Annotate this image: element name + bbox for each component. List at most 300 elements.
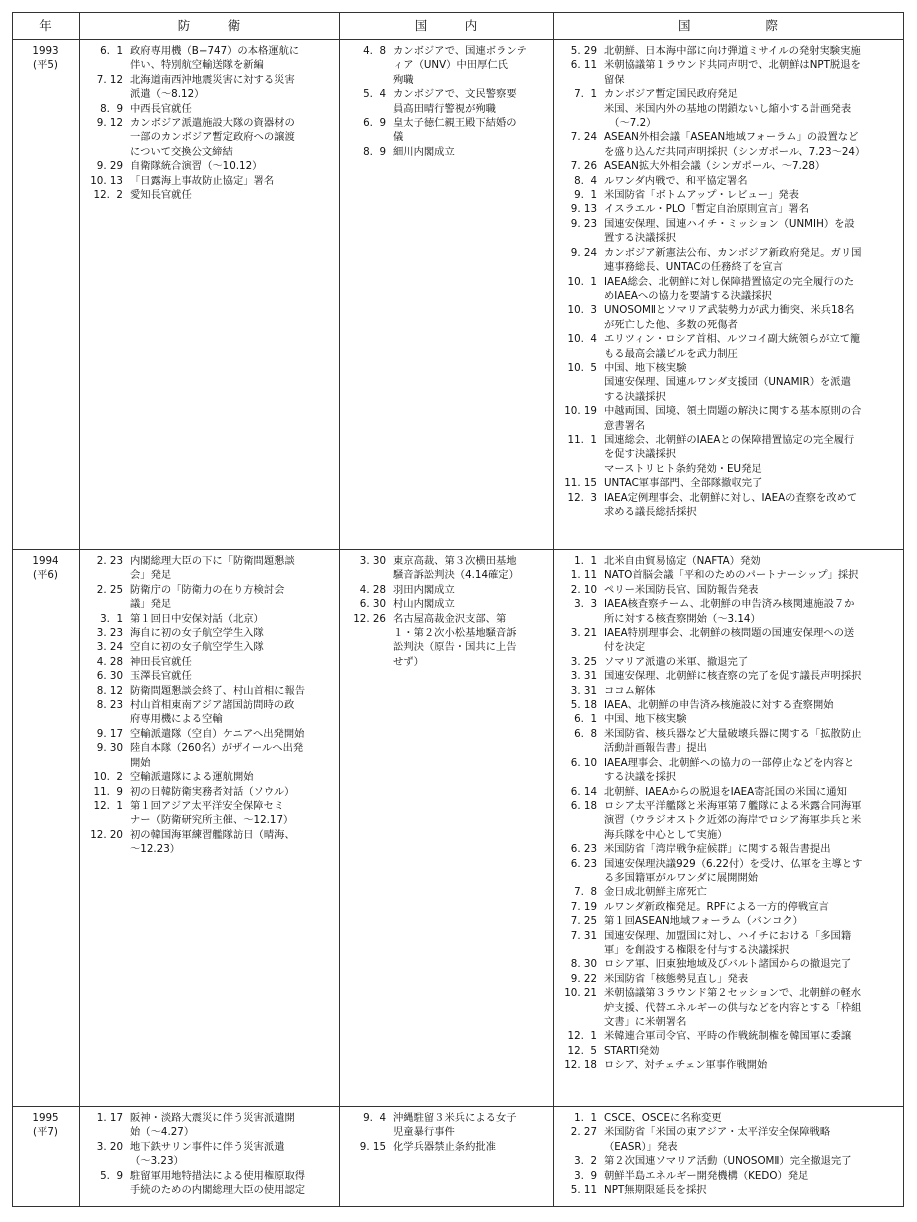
- event-date: [79, 597, 123, 611]
- event-date: [553, 231, 597, 245]
- event-line: [553, 972, 897, 986]
- event-line: [553, 1001, 897, 1015]
- event-line: [553, 741, 897, 755]
- event-line: [553, 462, 897, 476]
- event-text: 会」発足: [130, 569, 172, 582]
- event-date: 12. 2: [93, 189, 123, 202]
- event-text: 手続のための内閣総理大臣の使用認定: [130, 1184, 306, 1197]
- domestic-cell: [339, 44, 547, 159]
- event-date: 7. 31: [570, 929, 597, 942]
- event-text: 連事務総長、UNTACの任務終了を宣言: [604, 261, 783, 274]
- event-date: 7. 26: [570, 160, 597, 173]
- event-text: 国連安保理、加盟国に対し、ハイチにおける「多国籍: [604, 929, 852, 942]
- event-date: 6. 11: [570, 59, 597, 72]
- event-line: [553, 491, 897, 505]
- event-date: [553, 102, 597, 116]
- event-text: 中国、地下核実験: [604, 361, 687, 374]
- event-line: [339, 626, 547, 640]
- event-date: [339, 626, 386, 640]
- event-text: （EASR）」発表: [604, 1140, 678, 1153]
- event-text: する決議を採択: [604, 771, 677, 784]
- event-text: 米韓連合軍司令官、平時の作戦統制権を韓国軍に委譲: [604, 1030, 852, 1043]
- event-text: 軍」を創設する権限を付与する決議採択: [604, 943, 790, 956]
- event-line: [79, 1140, 332, 1154]
- event-date: 2. 10: [570, 583, 597, 596]
- event-text: 米国、米国内外の基地の閉鎖ないし縮小する計画発表: [604, 102, 852, 115]
- event-line: [553, 1169, 897, 1183]
- event-date: 1. 1: [574, 555, 597, 567]
- event-date: 10. 13: [90, 174, 123, 187]
- event-text: 「日露海上事故防止協定」署名: [130, 174, 275, 187]
- event-date: [553, 1015, 597, 1029]
- event-text: 炉支援、代替エネルギーの供与などを内容とする「枠組: [604, 1001, 862, 1014]
- event-date: [79, 813, 123, 827]
- event-date: [553, 741, 597, 755]
- event-date: [79, 1154, 123, 1168]
- event-text: 国連安保理、北朝鮮に核査察の完了を促す議長声明採択: [604, 670, 862, 683]
- event-date: [553, 447, 597, 461]
- event-text: 空輸派遣隊による運航開始: [130, 771, 254, 784]
- event-text: 愛知長官就任: [130, 189, 192, 202]
- event-date: 3. 23: [96, 627, 123, 640]
- event-text: 米朝協議第３ラウンド第２セッションで、北朝鮮の軽水: [604, 987, 862, 1000]
- event-line: [79, 698, 332, 712]
- event-text: 国連安保理、国連ルワンダ支援団（UNAMIR）を派遣: [604, 376, 851, 389]
- event-text: NPT無期限延長を採択: [604, 1184, 707, 1197]
- event-line: [553, 655, 897, 669]
- event-date: 9. 30: [96, 742, 123, 755]
- event-text: 羽田内閣成立: [393, 583, 455, 596]
- defense-cell: [79, 554, 332, 857]
- year-label: 1994: [32, 555, 59, 567]
- event-line: [553, 332, 897, 346]
- event-date: 8. 9: [363, 145, 386, 158]
- event-date: 10. 1: [567, 275, 597, 288]
- event-text: 府専用機による空輸: [130, 713, 223, 726]
- event-text: 東京高裁、第３次横田基地: [393, 555, 517, 567]
- event-line: [553, 698, 897, 712]
- event-date: 7. 1: [574, 88, 597, 101]
- event-line: [79, 1125, 332, 1139]
- event-date: [339, 58, 386, 72]
- event-line: [79, 669, 332, 683]
- event-text: 儀: [393, 131, 404, 144]
- event-text: 演習（ウラジオストク近郊の海岸でロシア海軍歩兵と米: [604, 814, 862, 827]
- event-line: [339, 116, 547, 130]
- event-line: [79, 568, 332, 582]
- international-cell: [553, 1111, 897, 1197]
- event-line: [79, 73, 332, 87]
- event-text: １・第２次小松基地騒音訴: [393, 627, 517, 640]
- event-text: めIAEAへの協力を要請する決議採択: [604, 289, 772, 302]
- event-line: [553, 871, 897, 885]
- event-date: [339, 655, 386, 669]
- event-date: [79, 58, 123, 72]
- event-line: [553, 568, 897, 582]
- event-line: [79, 44, 332, 58]
- event-text: エリツィン・ロシア首相、ルツコイ副大統領らが立て籠: [604, 333, 861, 346]
- event-date: 12. 26: [353, 612, 386, 625]
- event-line: [339, 554, 547, 568]
- event-line: [553, 943, 897, 957]
- event-date: 3. 2: [574, 1155, 597, 1168]
- event-line: [339, 44, 547, 58]
- event-line: [553, 145, 897, 159]
- event-text: ソマリア派遣の米軍、撤退完了: [604, 655, 749, 668]
- event-line: [553, 842, 897, 856]
- event-date: [79, 568, 123, 582]
- event-text: 議」発足: [130, 598, 172, 611]
- era-label: (平5): [33, 59, 58, 72]
- event-text: 阪神・淡路大震災に伴う災害派遣開: [130, 1112, 295, 1124]
- event-date: 3. 9: [574, 1169, 597, 1182]
- event-line: [553, 756, 897, 770]
- event-text: せず）: [393, 655, 424, 668]
- event-text: 員高田晴行警視が殉職: [393, 102, 496, 115]
- event-date: 1. 1: [574, 1112, 597, 1124]
- event-text: 玉澤長官就任: [130, 670, 192, 683]
- event-date: [79, 1125, 123, 1139]
- event-line: [553, 375, 897, 389]
- event-text: カンボジア暫定国民政府発足: [604, 88, 738, 101]
- event-text: 第１回日中安保対話（北京）: [130, 612, 264, 625]
- event-date: 9. 22: [570, 972, 597, 985]
- event-line: [79, 770, 332, 784]
- event-line: [79, 828, 332, 842]
- event-text: 自衛隊統合演習（〜10.12）: [130, 160, 263, 173]
- event-date: 11. 9: [93, 785, 123, 798]
- event-text: 沖縄駐留３米兵による女子: [393, 1112, 517, 1124]
- event-line: [553, 347, 897, 361]
- era-label: (平6): [33, 569, 58, 582]
- event-text: 派遣（〜8.12）: [130, 88, 205, 101]
- event-line: [79, 626, 332, 640]
- event-date: 4. 8: [363, 45, 386, 57]
- event-date: 6. 18: [570, 799, 597, 812]
- event-text: 空自に初の女子航空学生入隊: [130, 641, 264, 654]
- event-text: 駐留軍用地特措法による使用権原取得: [130, 1169, 306, 1182]
- event-line: [553, 1183, 897, 1197]
- event-date: [553, 462, 597, 476]
- event-line: [553, 770, 897, 784]
- defense-cell: [79, 44, 332, 202]
- header-domestic: 国 内: [414, 18, 478, 33]
- event-text: 中西長官就任: [130, 102, 192, 115]
- domestic-cell: [339, 554, 547, 669]
- event-line: [553, 102, 897, 116]
- event-text: ASEAN拡大外相会議（シンガポール、〜7.28）: [604, 160, 826, 173]
- event-date: 6. 23: [570, 843, 597, 856]
- event-line: [553, 900, 897, 914]
- event-text: 文書」に米朝署名: [604, 1016, 687, 1028]
- event-text: る多国籍軍がルワンダに展開開始: [604, 871, 759, 884]
- event-date: [553, 943, 597, 957]
- event-date: [339, 73, 386, 87]
- event-date: 7. 12: [96, 73, 123, 86]
- event-date: [339, 102, 386, 116]
- event-line: [79, 799, 332, 813]
- event-date: [79, 1183, 123, 1197]
- event-text: マーストリヒト条約発効・EU発足: [604, 462, 762, 475]
- event-line: [553, 231, 897, 245]
- event-text: ロシア太平洋艦隊と米海軍第７艦隊による米露合同海軍: [604, 799, 862, 812]
- event-date: 6. 23: [570, 857, 597, 870]
- event-date: 5. 18: [570, 699, 597, 712]
- event-date: 9. 23: [570, 217, 597, 230]
- event-line: [339, 612, 547, 626]
- event-line: [79, 159, 332, 173]
- event-text: を促す決議採択: [604, 448, 677, 461]
- event-text: ルワンダ新政権発足。RPFによる一方的停戦宣言: [604, 900, 829, 913]
- event-date: [553, 1140, 597, 1154]
- event-text: 北海道南西沖地震災害に対する災害: [130, 73, 295, 86]
- event-date: 12. 1: [93, 799, 123, 812]
- event-date: 7. 19: [570, 900, 597, 913]
- event-line: [553, 404, 897, 418]
- event-text: ASEAN外相会議「ASEAN地域フォーラム」の設置など: [604, 131, 859, 144]
- event-date: [553, 260, 597, 274]
- event-date: [553, 770, 597, 784]
- event-date: 10. 19: [564, 405, 597, 418]
- event-date: 3. 3: [574, 598, 597, 611]
- event-text: ペリー米国防長官、国防報告発表: [604, 583, 759, 596]
- event-text: CSCE、OSCEに名称変更: [604, 1112, 722, 1124]
- event-line: [553, 626, 897, 640]
- event-text: IAEA総会、北朝鮮に対し保障措置協定の完全履行のた: [604, 275, 855, 288]
- event-date: 7. 8: [574, 886, 597, 899]
- event-line: [553, 159, 897, 173]
- event-text: IAEA定例理事会、北朝鮮に対し、IAEAの査察を改めて: [604, 491, 858, 504]
- event-text: 米国防省「米国の東アジア・太平洋安全保障戦略: [604, 1126, 831, 1139]
- event-line: [553, 130, 897, 144]
- event-text: 伴い、特別航空輸送隊を新編: [130, 59, 264, 72]
- event-line: [339, 568, 547, 582]
- event-date: [553, 375, 597, 389]
- event-date: 7. 24: [570, 131, 597, 144]
- event-line: [79, 1169, 332, 1183]
- event-line: [553, 914, 897, 928]
- event-date: [79, 712, 123, 726]
- event-date: [79, 87, 123, 101]
- event-line: [553, 885, 897, 899]
- event-line: [79, 130, 332, 144]
- event-line: [553, 275, 897, 289]
- event-line: [339, 102, 547, 116]
- event-date: [553, 145, 597, 159]
- event-line: [79, 655, 332, 669]
- year-cell: [12, 554, 79, 583]
- event-line: [553, 447, 897, 461]
- event-date: [339, 640, 386, 654]
- event-line: [79, 1183, 332, 1197]
- event-line: [553, 813, 897, 827]
- event-line: [553, 433, 897, 447]
- event-date: 2. 25: [96, 583, 123, 596]
- event-line: [553, 361, 897, 375]
- event-line: [553, 390, 897, 404]
- domestic-cell: [339, 1111, 547, 1154]
- event-date: 6. 1: [574, 713, 597, 726]
- event-date: 10. 4: [567, 333, 597, 346]
- event-text: 防衛問題懇談会終了、村山首相に報告: [130, 684, 306, 697]
- event-line: [553, 669, 897, 683]
- event-date: [339, 130, 386, 144]
- event-line: [79, 785, 332, 799]
- event-date: 12. 5: [567, 1044, 597, 1057]
- event-text: 騒音訴訟判決（4.14確定）: [393, 569, 519, 582]
- event-text: 地下鉄サリン事件に伴う災害派遣: [130, 1140, 285, 1153]
- header-international: 国 際: [677, 18, 778, 33]
- event-text: 置する決議採択: [604, 232, 677, 245]
- event-line: [79, 583, 332, 597]
- event-text: 一部のカンボジア暫定政府への譲渡: [130, 131, 295, 144]
- event-text: 空輸派遣隊（空自）ケニアへ出発開始: [130, 727, 305, 740]
- event-date: 3. 30: [359, 555, 386, 567]
- event-line: [553, 612, 897, 626]
- event-line: [553, 957, 897, 971]
- event-text: 海自に初の女子航空学生入隊: [130, 627, 264, 640]
- event-date: 9. 24: [570, 246, 597, 259]
- event-line: [79, 756, 332, 770]
- event-text: NATO首脳会議「平和のためのパートナーシップ」採択: [604, 569, 859, 582]
- event-date: 10. 21: [564, 987, 597, 1000]
- event-text: 米国防省、核兵器など大量破壊兵器に関する「拡散防止: [604, 727, 862, 740]
- event-text: ロシア軍、旧東独地域及びバルト諸国からの撤退完了: [604, 958, 852, 971]
- event-text: 内閣総理大臣の下に「防衛問題懇談: [130, 555, 295, 567]
- event-text: UNOSOMⅡとソマリア武装勢力が武力衝突、米兵18名: [604, 304, 855, 317]
- event-text: カンボジアで、文民警察要: [393, 88, 517, 101]
- event-date: [553, 828, 597, 842]
- event-line: [553, 419, 897, 433]
- event-date: [79, 842, 123, 856]
- event-date: 6. 10: [570, 756, 597, 769]
- event-date: 3. 31: [570, 670, 597, 683]
- event-line: [79, 1154, 332, 1168]
- event-line: [339, 1140, 547, 1154]
- event-text: 北米自由貿易協定（NAFTA）発効: [604, 555, 761, 567]
- event-text: 神田長官就任: [130, 655, 192, 668]
- event-date: 9. 15: [359, 1140, 386, 1153]
- event-line: [553, 174, 897, 188]
- event-line: [553, 246, 897, 260]
- event-date: [339, 1125, 386, 1139]
- event-text: 細川内閣成立: [393, 145, 455, 158]
- event-text: 名古屋高裁金沢支部、第: [393, 612, 507, 625]
- event-text: 中越両国、国境、領土問題の解決に関する基本原則の合: [604, 405, 862, 418]
- event-date: [553, 73, 597, 87]
- event-date: 5. 11: [570, 1184, 597, 1197]
- event-line: [553, 640, 897, 654]
- event-line: [79, 1111, 332, 1125]
- event-text: 初の韓国海軍練習艦隊訪日（晴海、: [130, 828, 295, 841]
- event-line: [553, 1029, 897, 1043]
- event-text: 防衛庁の「防衛力の在り方検討会: [130, 583, 285, 596]
- event-line: [79, 712, 332, 726]
- event-text: 所に対する核査察開始（〜3.14）: [604, 612, 761, 625]
- event-date: 9. 1: [574, 189, 597, 202]
- event-date: [79, 145, 123, 159]
- event-date: 10. 5: [567, 361, 597, 374]
- event-text: もる最高会議ビルを武力制圧: [604, 347, 738, 360]
- event-date: [553, 505, 597, 519]
- event-date: 12. 1: [567, 1030, 597, 1043]
- event-line: [553, 986, 897, 1000]
- event-date: 7. 25: [570, 915, 597, 928]
- event-date: 10. 2: [93, 771, 123, 784]
- event-text: IAEA特別理事会、北朝鮮の核問題の国連安保理への送: [604, 627, 855, 640]
- event-text: カンボジアで、国連ボランテ: [393, 45, 527, 57]
- event-line: [553, 597, 897, 611]
- event-text: を盛り込んだ共同声明採択（シンガポール、7.23〜24）: [604, 145, 866, 158]
- event-date: 12. 3: [567, 491, 597, 504]
- event-date: [553, 871, 597, 885]
- event-line: [339, 1111, 547, 1125]
- event-date: 11. 15: [564, 477, 597, 490]
- event-text: 村山首相東南アジア諸国訪問時の政: [130, 699, 295, 712]
- event-date: [553, 116, 597, 130]
- event-line: [553, 73, 897, 87]
- event-line: [339, 597, 547, 611]
- event-text: 活動計画報告書」提出: [604, 742, 707, 755]
- event-date: [339, 568, 386, 582]
- event-line: [553, 929, 897, 943]
- event-line: [553, 202, 897, 216]
- event-line: [553, 188, 897, 202]
- event-date: 6. 9: [363, 117, 386, 130]
- event-line: [553, 1125, 897, 1139]
- event-date: 12. 20: [90, 828, 123, 841]
- event-text: 初の日韓防衛実務者対話（ソウル）: [130, 785, 295, 798]
- event-text: 意書署名: [604, 419, 646, 432]
- event-text: 米朝協議第１ラウンド共同声明で、北朝鮮はNPT脱退を: [604, 59, 861, 72]
- event-date: 8. 9: [100, 102, 123, 115]
- event-text: ィア（UNV）中田厚仁氏: [393, 59, 508, 72]
- event-date: 5. 9: [100, 1169, 123, 1182]
- event-text: 化学兵器禁止条約批准: [393, 1140, 496, 1153]
- event-date: [553, 1001, 597, 1015]
- event-text: 始（〜4.27）: [130, 1126, 195, 1139]
- event-date: 4. 28: [96, 655, 123, 668]
- event-text: が死亡した他、多数の死傷者: [604, 318, 738, 331]
- event-line: [79, 174, 332, 188]
- event-text: 政府専用機（B−747）の本格運航に: [130, 45, 300, 57]
- event-line: [339, 130, 547, 144]
- event-line: [79, 116, 332, 130]
- event-date: 8. 12: [96, 684, 123, 697]
- event-text: ナー（防衛研究所主催、〜12.17）: [130, 814, 294, 827]
- event-text: IAEA核査察チーム、北朝鮮の申告済み核関連施設７か: [604, 598, 855, 611]
- event-line: [553, 303, 897, 317]
- event-text: 村山内閣成立: [393, 598, 455, 611]
- event-date: 6. 1: [100, 45, 123, 57]
- event-line: [553, 116, 897, 130]
- event-date: 6. 8: [574, 727, 597, 740]
- event-line: [79, 58, 332, 72]
- event-line: [79, 741, 332, 755]
- event-line: [553, 1058, 897, 1072]
- event-date: 8. 23: [96, 699, 123, 712]
- event-text: 児童暴行事件: [393, 1126, 455, 1139]
- event-line: [339, 87, 547, 101]
- event-text: （〜3.23）: [130, 1155, 184, 1168]
- event-text: 北朝鮮、IAEAからの脱退をIAEA寄託国の米国に通知: [604, 785, 847, 798]
- event-line: [553, 712, 897, 726]
- event-date: [553, 612, 597, 626]
- event-date: [553, 419, 597, 433]
- event-line: [553, 1044, 897, 1058]
- event-text: について交換公文締結: [130, 145, 233, 158]
- event-date: 10. 3: [567, 304, 597, 317]
